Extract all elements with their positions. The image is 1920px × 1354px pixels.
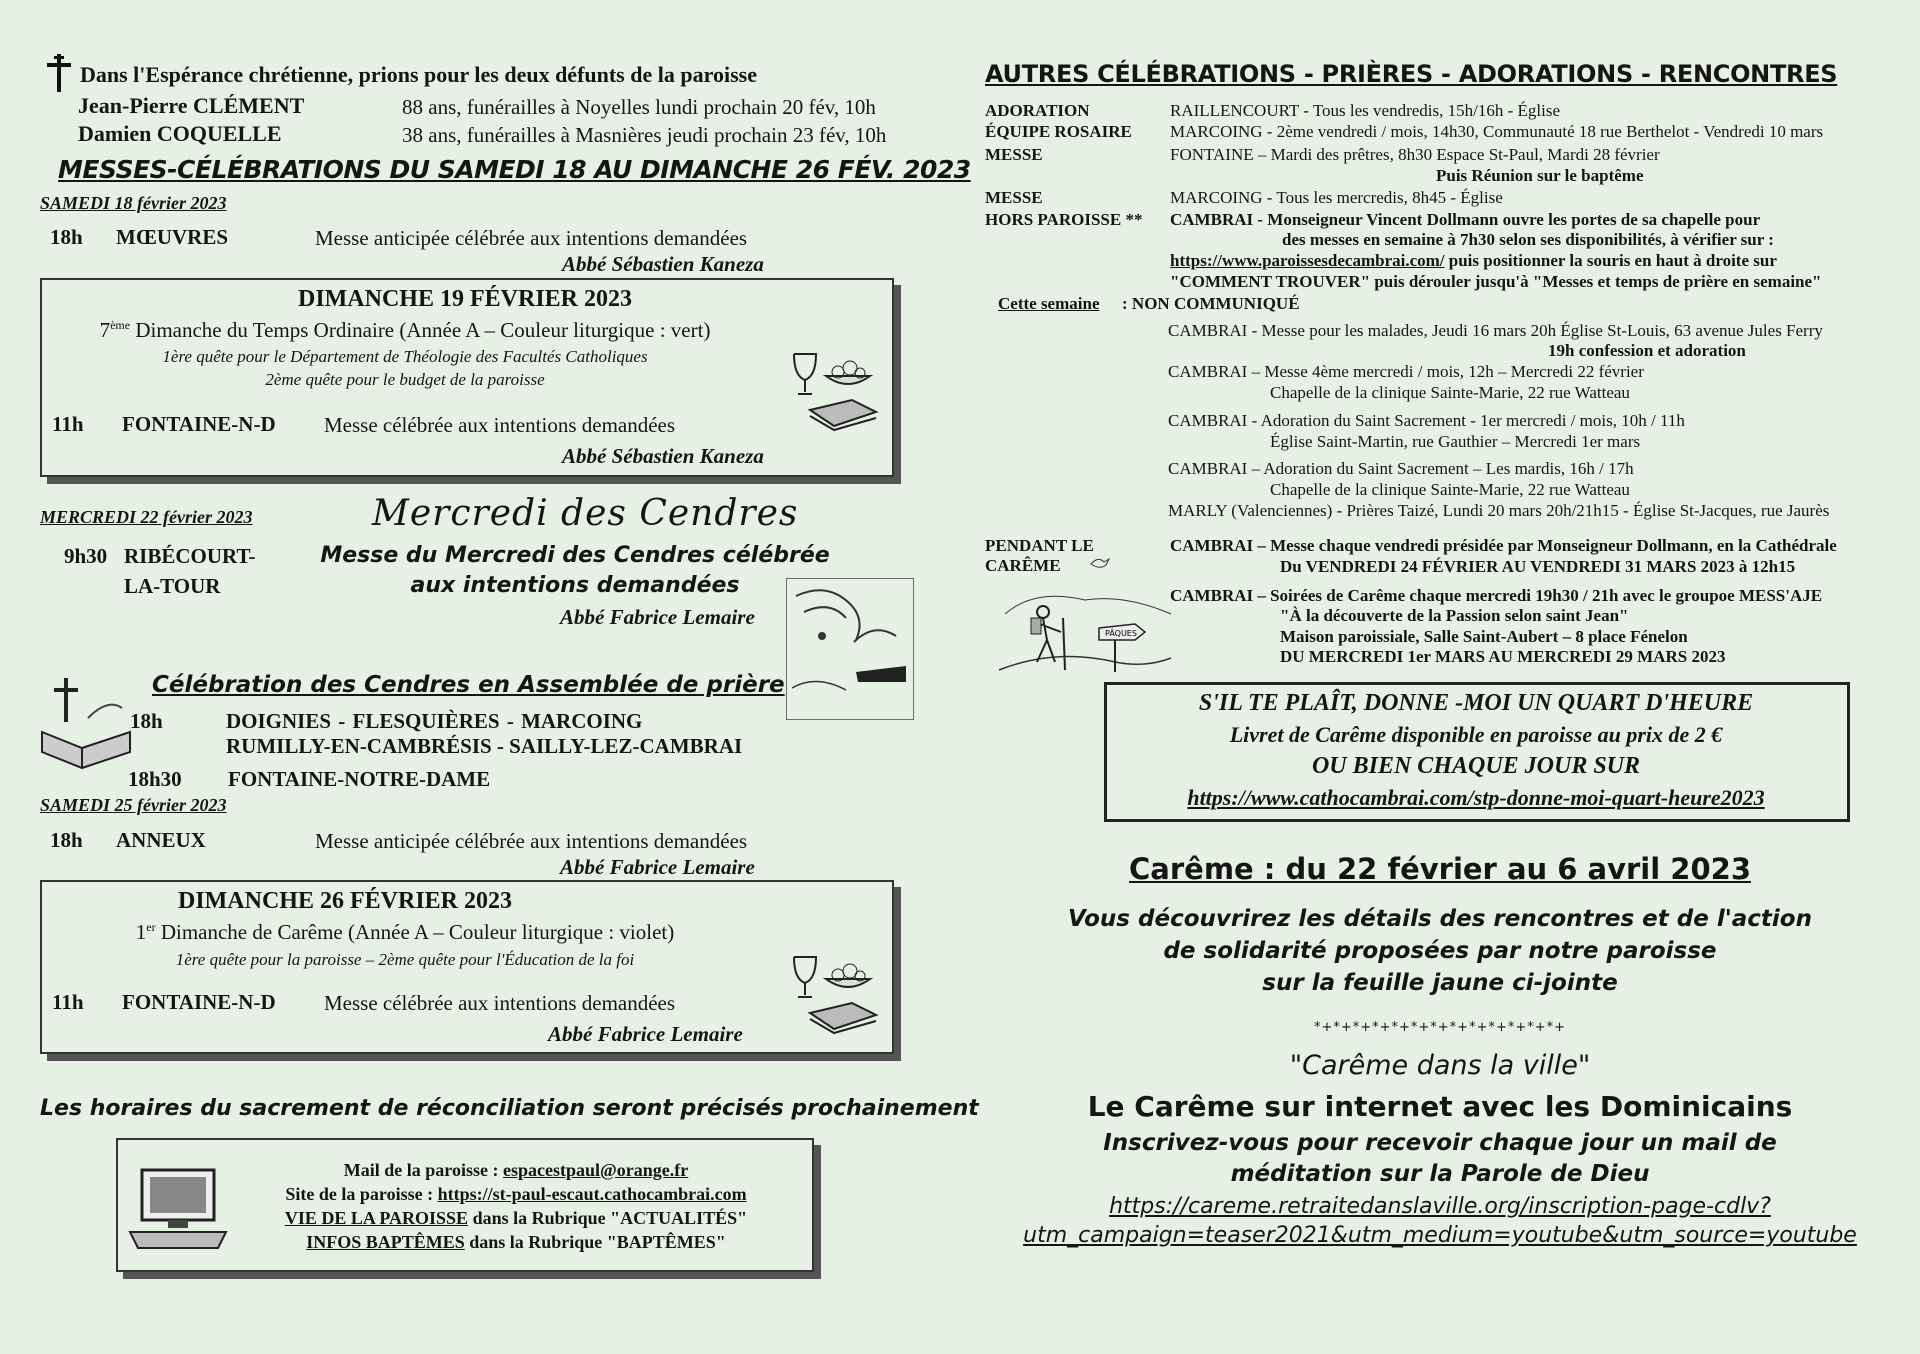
sat25-text: Messe anticipée célébrée aux intentions demandées <box>315 829 748 853</box>
event-5-l1: MARLY (Valenciennes) - Prières Taizé, Lundi 20 mars 20h/21h15 - Église St-Jacques, rue Jaurès <box>1168 501 1830 520</box>
sat18-time: 18h <box>50 225 83 249</box>
careme-label-1: PENDANT LE <box>985 536 1094 555</box>
vie-link[interactable]: VIE DE LA PAROISSE <box>284 1208 469 1228</box>
week-value: : NON COMMUNIQUÉ <box>1122 294 1300 313</box>
ville-subtitle: Le Carême sur internet avec les Dominicains <box>1087 1090 1793 1123</box>
careme-event-2c: Maison paroissiale, Salle Saint-Aubert – 8 place Fénelon <box>1280 627 1688 646</box>
careme-event-2d: DU MERCREDI 1er MARS AU MERCREDI 29 MARS 2023 <box>1280 647 1726 666</box>
event-3-l1: CAMBRAI - Adoration du Saint Sacrement - 1er mercredi / mois, 10h / 11h <box>1168 411 1685 430</box>
ville-title: "Carême dans la ville" <box>1289 1050 1591 1081</box>
row-text-messe-1: FONTAINE – Mardi des prêtres, 8h30 Espace St-Paul, Mardi 28 février <box>1170 145 1660 164</box>
obit-name-2: Damien COQUELLE <box>78 121 282 146</box>
bible-cross-icon <box>38 678 134 770</box>
event-4-l1: CAMBRAI – Adoration du Saint Sacrement – Les mardis, 16h / 17h <box>1168 459 1634 478</box>
wed22-text-1: Messe du Mercredi des Cendres célébrée <box>320 543 830 568</box>
assembly-places-2: FONTAINE-NOTRE-DAME <box>228 767 491 791</box>
week-label: Cette semaine <box>998 294 1100 313</box>
sun19-sub-num: 7 <box>99 318 111 342</box>
bapt-text: dans la Rubrique "BAPTÊMES" <box>464 1232 726 1252</box>
row-text-adoration: RAILLENCOURT - Tous les vendredis, 15h/16h - Église <box>1170 101 1561 120</box>
careme-event-2: CAMBRAI – Soirées de Carême chaque mercredi 19h30 / 21h avec le groupoe MESS'AJE <box>1170 586 1823 605</box>
sun19-sub-text: Dimanche du Temps Ordinaire (Année A – Couleur liturgique : vert) <box>130 318 711 342</box>
row-text-messe-2: MARCOING - Tous les mercredis, 8h45 - Église <box>1170 188 1503 207</box>
bapt-link[interactable]: INFOS BAPTÊMES <box>306 1232 465 1252</box>
event-4-l2: Chapelle de la clinique Sainte-Marie, 22 rue Watteau <box>1270 480 1630 499</box>
sun26-priest: Abbé Fabrice Lemaire <box>548 1022 743 1046</box>
reconciliation-note: Les horaires du sacrement de réconciliation seront précisés prochainement <box>40 1096 979 1121</box>
assembly-time-2: 18h30 <box>128 767 182 791</box>
event-1-l1: CAMBRAI - Messe pour les malades, Jeudi 16 mars 20h Église St-Louis, 63 avenue Jules Ferry <box>1168 321 1823 340</box>
ville-url-2[interactable]: utm_campaign=teaser2021&utm_medium=youtube&utm_source=youtube <box>1023 1223 1857 1248</box>
ashes-hand-illustration <box>786 578 914 720</box>
obit-detail-2: 38 ans, funérailles à Masnières jeudi prochain 23 fév, 10h <box>402 123 887 147</box>
careme-title: Carême : du 22 février au 6 avril 2023 <box>1129 852 1751 886</box>
sun19-priest: Abbé Sébastien Kaneza <box>562 444 764 468</box>
ville-body-2: méditation sur la Parole de Dieu <box>1230 1161 1650 1187</box>
event-1-l2: 19h confession et adoration <box>1548 341 1746 360</box>
ash-wednesday-heading: Mercredi des Cendres <box>372 493 799 534</box>
pilgrim-illustration <box>995 578 1175 678</box>
hors-line-3: "COMMENT TROUVER" puis dérouler jusqu'à "Messes et temps de prière en semaine" <box>1170 272 1822 291</box>
sat25-place: ANNEUX <box>116 828 206 852</box>
row-label-adoration: ADORATION <box>985 101 1090 120</box>
contact-vie-line <box>236 1208 796 1229</box>
sun26-title: DIMANCHE 26 FÉVRIER 2023 <box>177 888 512 914</box>
sun26-quete: 1ère quête pour la paroisse – 2ème quête pour l'Éducation de la foi <box>175 950 635 969</box>
wed22-date: MERCREDI 22 février 2023 <box>40 507 253 527</box>
event-2-l2: Chapelle de la clinique Sainte-Marie, 22 rue Watteau <box>1270 383 1630 402</box>
hors-line-2 <box>1170 251 1777 271</box>
contact-bapt-line <box>236 1232 796 1253</box>
assembly-title: Célébration des Cendres en Assemblée de prière <box>152 672 785 698</box>
chalice-bread-icon-2 <box>790 955 880 1035</box>
sun26-sub-text: Dimanche de Carême (Année A – Couleur liturgique : violet) <box>155 920 675 944</box>
sun26-sub-sup: er <box>146 920 156 934</box>
hors-line-1: des messes en semaine à 7h30 selon ses disponibilités, à vérifier sur : <box>1282 230 1774 249</box>
hors-line-2-text: puis positionner la souris en haut à droite sur <box>1444 251 1777 270</box>
sun19-time: 11h <box>52 412 84 436</box>
site-label: Site de la paroisse : <box>285 1184 438 1204</box>
quart-line-2: Livret de Carême disponible en paroisse au prix de 2 € <box>1229 722 1723 747</box>
sun19-subtitle <box>40 318 770 343</box>
stars-divider: *+*+*+*+*+*+*+*+*+*+*+*+*+ <box>1313 1020 1567 1035</box>
sat25-time: 18h <box>50 828 83 852</box>
row-label-messe-1: MESSE <box>985 145 1043 164</box>
sun19-quete2: 2ème quête pour le budget de la paroisse <box>265 370 545 389</box>
paques-sign-text: PÂQUES <box>1105 629 1137 638</box>
contact-mail-line <box>236 1160 796 1181</box>
assembly-time-1: 18h <box>130 709 163 733</box>
event-3-l2: Église Saint-Martin, rue Gauthier – Mercredi 1er mars <box>1270 432 1641 451</box>
careme-body-3: sur la feuille jaune ci-jointe <box>1262 970 1618 996</box>
contact-site-line <box>236 1184 796 1205</box>
wed22-text-2: aux intentions demandées <box>410 573 740 598</box>
row-text-hors: CAMBRAI - Monseigneur Vincent Dollmann ouvre les portes de sa chapelle pour <box>1170 210 1761 229</box>
ville-body-1: Inscrivez-vous pour recevoir chaque jour un mail de <box>1103 1130 1777 1156</box>
wed22-place-1: RIBÉCOURT- <box>124 544 256 568</box>
quart-line-1: S'IL TE PLAÎT, DONNE -MOI UN QUART D'HEURE <box>1198 690 1754 716</box>
right-title: AUTRES CÉLÉBRATIONS - PRIÈRES - ADORATIONS - RENCONTRES <box>985 60 1838 88</box>
sun26-place: FONTAINE-N-D <box>122 990 276 1014</box>
careme-event-1: CAMBRAI – Messe chaque vendredi présidée par Monseigneur Dollmann, en la Cathédrale <box>1170 536 1837 555</box>
sun26-time: 11h <box>52 990 84 1014</box>
sun19-text: Messe célébrée aux intentions demandées <box>324 413 676 437</box>
sun19-title: DIMANCHE 19 FÉVRIER 2023 <box>297 286 632 312</box>
mail-link[interactable]: espacestpaul@orange.fr <box>502 1160 689 1180</box>
quart-line-3: OU BIEN CHAQUE JOUR SUR <box>1311 753 1641 779</box>
careme-event-2b: "À la découverte de la Passion selon saint Jean" <box>1280 606 1629 625</box>
quart-link[interactable]: https://www.cathocambrai.com/stp-donne-moi-quart-heure2023 <box>1187 785 1765 810</box>
sun19-quete1: 1ère quête pour le Département de Théologie des Facultés Catholiques <box>162 347 648 366</box>
careme-body-1: Vous découvrirez les détails des rencontres et de l'action <box>1068 906 1812 932</box>
sun26-subtitle <box>40 920 770 945</box>
sun19-sub-sup: ème <box>110 318 131 332</box>
sat18-priest: Abbé Sébastien Kaneza <box>562 252 764 276</box>
site-link[interactable]: https://st-paul-escaut.cathocambrai.com <box>437 1184 747 1204</box>
assembly-places-1b: RUMILLY-EN-CAMBRÉSIS - SAILLY-LEZ-CAMBRAI <box>226 734 743 758</box>
dove-icon <box>1090 556 1110 570</box>
row-label-rosaire: ÉQUIPE ROSAIRE <box>985 122 1132 141</box>
row-label-hors: HORS PAROISSE ** <box>985 210 1143 229</box>
assembly-places-1a: DOIGNIES - FLESQUIÈRES - MARCOING <box>226 709 643 733</box>
careme-label-2: CARÊME <box>985 556 1061 575</box>
chalice-bread-icon <box>790 352 880 432</box>
wed22-priest: Abbé Fabrice Lemaire <box>560 605 755 629</box>
wed22-time: 9h30 <box>64 544 108 568</box>
obit-name-1: Jean-Pierre CLÉMENT <box>78 93 305 118</box>
wed22-place-2: LA-TOUR <box>124 574 221 598</box>
computer-icon <box>128 1168 230 1252</box>
ville-url-1[interactable]: https://careme.retraitedanslaville.org/inscription-page-cdlv? <box>1109 1194 1771 1219</box>
sun26-sub-num: 1 <box>135 920 147 944</box>
sat18-date: SAMEDI 18 février 2023 <box>40 193 227 213</box>
obit-intro: Dans l'Espérance chrétienne, prions pour les deux défunts de la paroisse <box>80 62 757 87</box>
careme-event-1b: Du VENDREDI 24 FÉVRIER AU VENDREDI 31 MARS 2023 à 12h15 <box>1280 557 1796 576</box>
paroisses-link[interactable]: https://www.paroissesdecambrai.com/ <box>1170 251 1445 270</box>
sat18-place: MŒUVRES <box>116 225 229 249</box>
obit-detail-1: 88 ans, funérailles à Noyelles lundi prochain 20 fév, 10h <box>402 95 876 119</box>
quart-line-4 <box>1104 785 1848 811</box>
row-label-messe-2: MESSE <box>985 188 1043 207</box>
main-title: MESSES-CÉLÉBRATIONS DU SAMEDI 18 AU DIMANCHE 26 FÉV. 2023 <box>58 155 971 184</box>
row-text-rosaire: MARCOING - 2ème vendredi / mois, 14h30, Communauté 18 rue Berthelot - Vendredi 10 mars <box>1170 122 1824 141</box>
vie-text: dans la Rubrique "ACTUALITÉS" <box>468 1208 748 1228</box>
event-2-l1: CAMBRAI – Messe 4ème mercredi / mois, 12h – Mercredi 22 février <box>1168 362 1644 381</box>
sat25-date: SAMEDI 25 février 2023 <box>40 795 227 815</box>
sun19-place: FONTAINE-N-D <box>122 412 276 436</box>
cross-icon <box>44 54 74 92</box>
row-text-messe-1b: Puis Réunion sur le baptême <box>1436 166 1644 185</box>
careme-body-2: de solidarité proposées par notre paroisse <box>1163 938 1717 964</box>
sat18-text: Messe anticipée célébrée aux intentions demandées <box>315 226 748 250</box>
sat25-priest: Abbé Fabrice Lemaire <box>560 855 755 879</box>
sun26-text: Messe célébrée aux intentions demandées <box>324 991 676 1015</box>
mail-label: Mail de la paroisse : <box>343 1160 503 1180</box>
